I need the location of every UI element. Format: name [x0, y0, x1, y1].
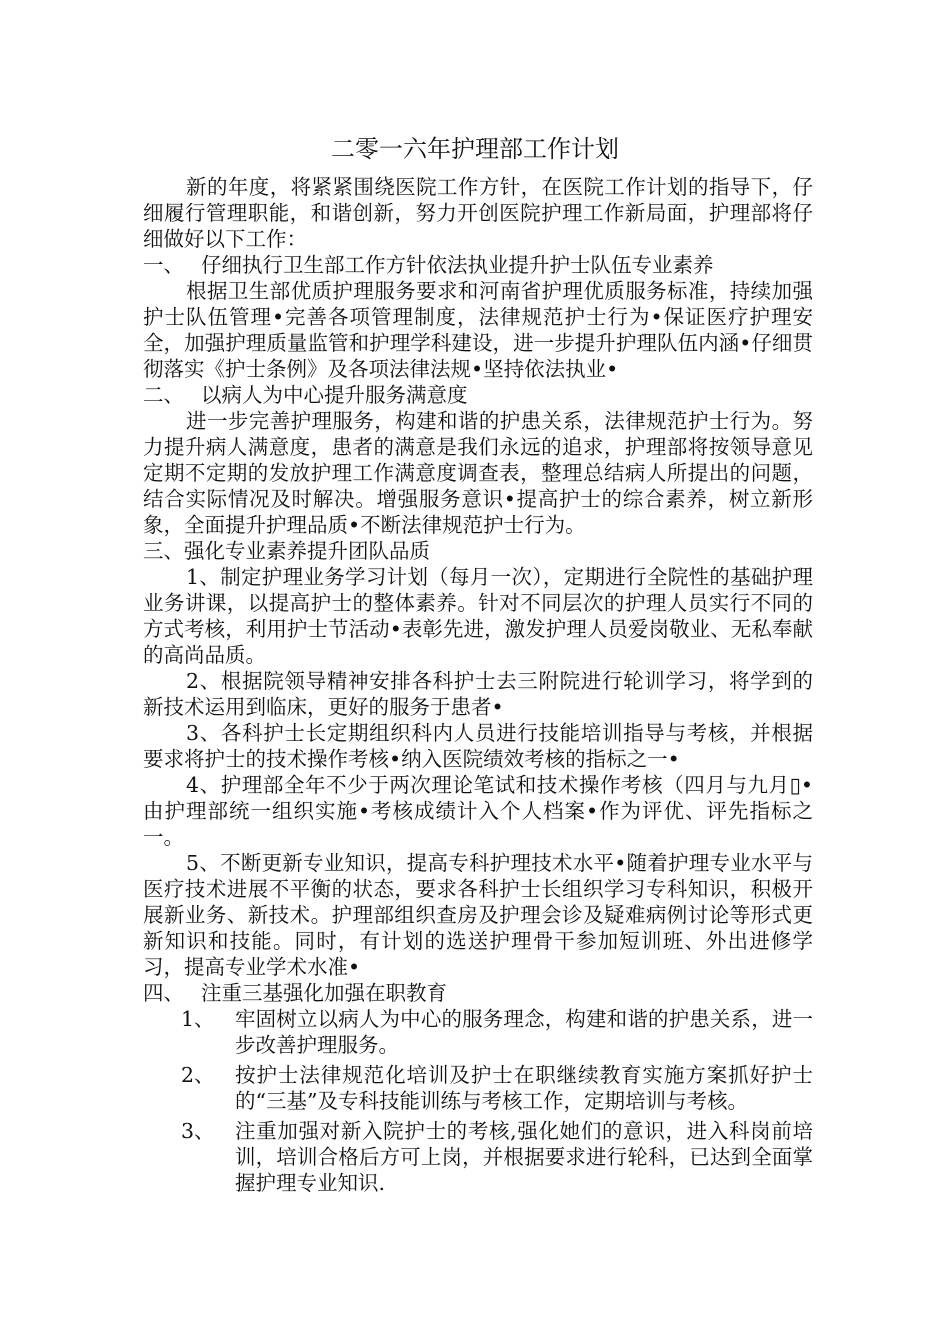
document-body	[143, 174, 813, 1196]
section-1-heading	[143, 252, 813, 278]
section-3-paragraph-5: 5、不断更新专业知识，提高专科护理技术水平•随着护理专业水平与医疗技术进展不平衡的状态，要求各科护士长组织学习专科知识，积极开展新业务、新技术。护理部组织查房及护理会诊及疑难病例讨论等形式更新知识和技能。同时，有计划的选送护理骨干参加短训班、外出进修学习，提高专业学术水准•	[143, 851, 813, 979]
section-1-paragraph: 根据卫生部优质护理服务要求和河南省护理优质服务标准，持续加强护士队伍管理•完善各项管理制度，法律规范护士行为•保证医疗护理安全，加强护理质量监管和护理学科建设，进一步提升护理队伍内涵•仔细贯彻落实《护士条例》及各项法律法规•坚持依法执业•	[143, 279, 813, 381]
list-item	[143, 1006, 813, 1058]
intro-paragraph: 新的年度，将紧紧围绕医院工作方针，在医院工作计划的指导下，仔细履行管理职能，和谐创新，努力开创医院护理工作新局面，护理部将仔细做好以下工作：	[143, 175, 813, 251]
section-2-number: 二、	[143, 383, 184, 407]
section-3-paragraph-2: 2、根据院领导精神安排各科护士去三附院进行轮训学习，将学到的新技术运用到临床，更好的服务于患者•	[143, 669, 813, 719]
section-4-title: 注重三基强化加强在职教育	[201, 981, 447, 1005]
section-3-heading: 三、强化专业素养提升团队品质	[143, 539, 430, 563]
document-title: 二零一六年护理部工作计划	[331, 135, 619, 163]
list-item-text: 牢固树立以病人为中心的服务理念，构建和谐的护患关系，进一步改善护理服务。	[235, 1007, 813, 1057]
list-item-text: 按护士法律规范化培训及护士在职继续教育实施方案抓好护士的“三基”及专科技能训练与考核工作，定期培训与考核。	[235, 1063, 813, 1113]
list-item-text: 注重加强对新入院护士的考核,强化她们的意识，进入科岗前培训，培训合格后方可上岗，并根据要求进行轮科，已达到全面掌握护理专业知识.	[235, 1119, 813, 1195]
section-3-paragraph-4: 4、护理部全年不少于两次理论笔试和技术操作考核（四月与九月▯•由护理部统一组织实施•考核成绩计入个人档案•作为评优、评先指标之一。	[143, 773, 813, 849]
list-item-number: 3、	[181, 1119, 215, 1143]
list-item-number: 2、	[181, 1063, 215, 1087]
section-1-title: 仔细执行卫生部工作方针依法执业提升护士队伍专业素养	[201, 253, 714, 277]
section-4-heading	[143, 980, 813, 1006]
section-3-paragraph-1: 1、制定护理业务学习计划（每月一次），定期进行全院性的基础护理业务讲课，以提高护士的整体素养。针对不同层次的护理人员实行不同的方式考核，利用护士节活动•表彰先进，激发护理人员爱岗敬业、无私奉献的高尚品质。	[143, 565, 813, 667]
section-3-paragraph-3: 3、各科护士长定期组织科内人员进行技能培训指导与考核，并根据要求将护士的技术操作考核•纳入医院绩效考核的指标之一•	[143, 721, 813, 771]
list-item	[143, 1118, 813, 1196]
list-item	[143, 1062, 813, 1114]
list-item-number: 1、	[181, 1007, 215, 1031]
section-2-heading	[143, 382, 813, 408]
section-4-number: 四、	[143, 981, 184, 1005]
section-1-number: 一、	[143, 253, 184, 277]
section-2-title: 以病人为中心提升服务满意度	[201, 383, 468, 407]
section-2-paragraph: 进一步完善护理服务，构建和谐的护患关系，法律规范护士行为。努力提升病人满意度，患者的满意是我们永远的追求，护理部将按领导意见定期不定期的发放护理工作满意度调查表，整理总结病人所提出的问题，结合实际情况及时解决。增强服务意识•提高护士的综合素养，树立新形象，全面提升护理品质•不断法律规范护士行为。	[143, 409, 813, 537]
